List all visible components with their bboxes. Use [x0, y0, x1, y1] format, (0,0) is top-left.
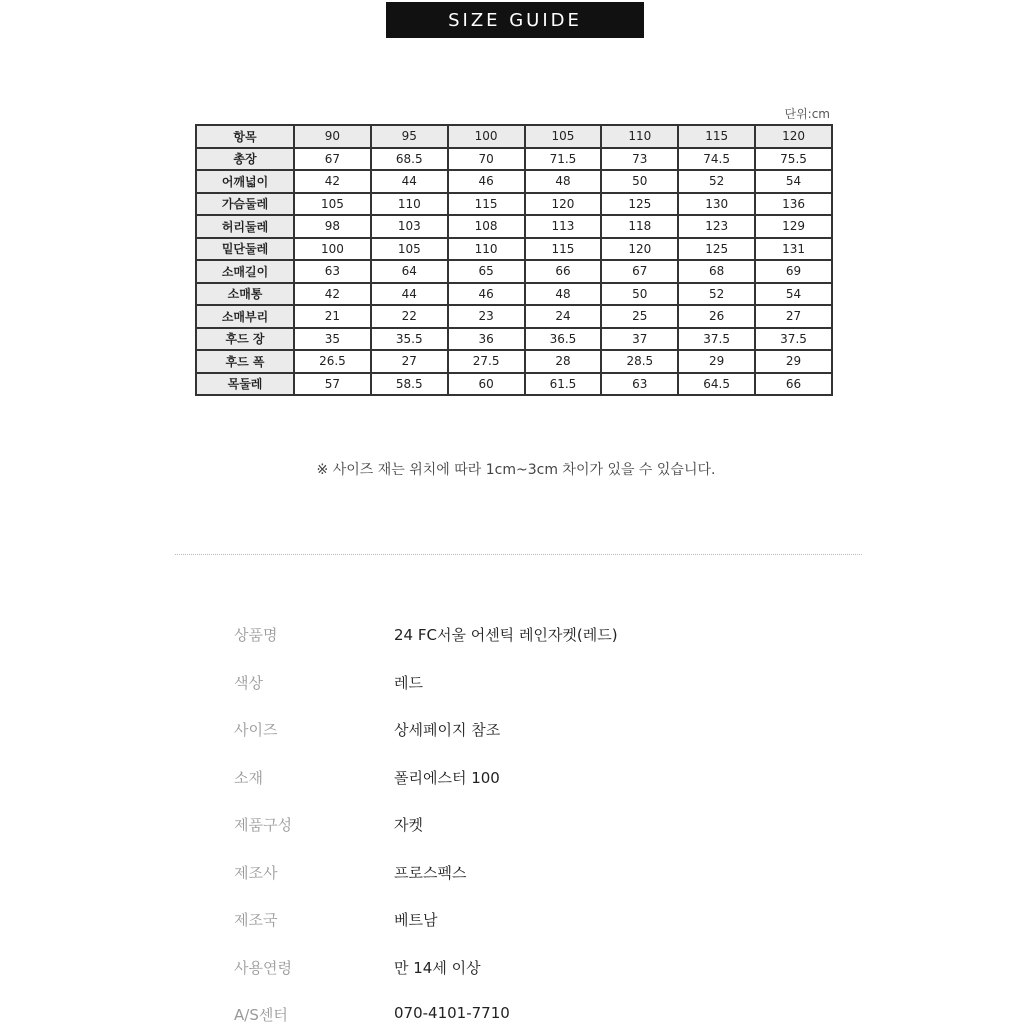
table-cell: 24 [525, 305, 602, 328]
table-cell: 50 [601, 170, 678, 193]
product-info-value: 상세페이지 참조 [394, 721, 501, 739]
table-cell: 26 [678, 305, 755, 328]
table-cell: 123 [678, 215, 755, 238]
table-cell: 27.5 [448, 350, 525, 373]
product-info-label: 사이즈 [234, 721, 278, 739]
table-row [196, 148, 832, 171]
table-cell: 57 [294, 373, 371, 396]
table-cell: 63 [294, 260, 371, 283]
table-cell: 42 [294, 170, 371, 193]
table-cell: 69 [755, 260, 832, 283]
table-cell: 35.5 [371, 328, 448, 351]
product-info-row [0, 767, 1026, 791]
table-cell: 37 [601, 328, 678, 351]
table-cell: 136 [755, 193, 832, 216]
product-info-value: 레드 [394, 673, 423, 692]
table-cell: 58.5 [371, 373, 448, 396]
table-cell: 125 [601, 193, 678, 216]
table-cell: 66 [755, 373, 832, 396]
table-cell: 61.5 [525, 373, 602, 396]
table-cell: 60 [448, 373, 525, 396]
table-cell: 67 [601, 260, 678, 283]
row-label: 후드 장 [196, 328, 294, 351]
measurement-note: ※ 사이즈 재는 위치에 따라 1cm~3cm 차이가 있을 수 있습니다. [316, 462, 716, 478]
size-table-body [196, 148, 832, 396]
table-cell: 48 [525, 170, 602, 193]
table-cell: 54 [755, 170, 832, 193]
column-header: 115 [678, 125, 755, 148]
table-cell: 54 [755, 283, 832, 306]
table-cell: 100 [294, 238, 371, 261]
product-info-label: A/S센터 [234, 1006, 288, 1024]
product-info-value: 만 14세 이상 [394, 958, 481, 977]
table-cell: 120 [601, 238, 678, 261]
table-cell: 64.5 [678, 373, 755, 396]
table-cell: 65 [448, 260, 525, 283]
table-cell: 29 [755, 350, 832, 373]
table-cell: 103 [371, 215, 448, 238]
table-cell: 44 [371, 170, 448, 193]
table-row [196, 373, 832, 396]
table-cell: 130 [678, 193, 755, 216]
table-row [196, 328, 832, 351]
table-cell: 71.5 [525, 148, 602, 171]
table-cell: 105 [371, 238, 448, 261]
table-cell: 66 [525, 260, 602, 283]
column-header: 105 [525, 125, 602, 148]
row-label: 총장 [196, 148, 294, 171]
table-cell: 108 [448, 215, 525, 238]
product-info-row [0, 672, 1026, 696]
table-cell: 74.5 [678, 148, 755, 171]
table-cell: 37.5 [755, 328, 832, 351]
product-info-label: 사용연령 [234, 958, 292, 977]
unit-label: 단위:cm [784, 107, 830, 121]
table-cell: 28.5 [601, 350, 678, 373]
table-row [196, 193, 832, 216]
row-label: 허리둘레 [196, 215, 294, 238]
table-row [196, 260, 832, 283]
table-cell: 115 [525, 238, 602, 261]
table-cell: 131 [755, 238, 832, 261]
table-cell: 26.5 [294, 350, 371, 373]
product-info-row [0, 719, 1026, 743]
table-cell: 105 [294, 193, 371, 216]
table-cell: 28 [525, 350, 602, 373]
row-label: 목둘레 [196, 373, 294, 396]
table-row [196, 305, 832, 328]
product-info-label: 상품명 [234, 626, 278, 644]
row-label: 후드 폭 [196, 350, 294, 373]
row-label: 소매통 [196, 283, 294, 306]
product-info-value: 24 FC서울 어센틱 레인자켓(레드) [394, 626, 618, 644]
table-cell: 110 [448, 238, 525, 261]
table-cell: 36.5 [525, 328, 602, 351]
row-label: 가슴둘레 [196, 193, 294, 216]
table-cell: 27 [755, 305, 832, 328]
product-info-label: 색상 [234, 673, 263, 692]
table-cell: 42 [294, 283, 371, 306]
column-header: 항목 [196, 125, 294, 148]
table-cell: 46 [448, 283, 525, 306]
table-row [196, 238, 832, 261]
row-label: 어깨넓이 [196, 170, 294, 193]
table-cell: 64 [371, 260, 448, 283]
product-info-label: 소재 [234, 768, 263, 787]
product-info-row [0, 909, 1026, 933]
table-cell: 63 [601, 373, 678, 396]
table-cell: 120 [525, 193, 602, 216]
table-cell: 70 [448, 148, 525, 171]
product-info-value: 베트남 [394, 911, 438, 929]
table-cell: 52 [678, 170, 755, 193]
product-info-label: 제조사 [234, 863, 278, 882]
table-cell: 115 [448, 193, 525, 216]
size-table [195, 124, 833, 396]
table-cell: 48 [525, 283, 602, 306]
column-header: 90 [294, 125, 371, 148]
product-info-value: 폴리에스터 100 [394, 768, 500, 787]
product-info-value: 자켓 [394, 816, 423, 834]
product-info-row [0, 1004, 1026, 1028]
product-info-row [0, 814, 1026, 838]
table-cell: 50 [601, 283, 678, 306]
table-cell: 68.5 [371, 148, 448, 171]
table-cell: 27 [371, 350, 448, 373]
table-cell: 23 [448, 305, 525, 328]
table-cell: 44 [371, 283, 448, 306]
product-info-row [0, 624, 1026, 648]
table-cell: 110 [371, 193, 448, 216]
table-cell: 21 [294, 305, 371, 328]
table-cell: 25 [601, 305, 678, 328]
product-info-row [0, 862, 1026, 886]
row-label: 밑단둘레 [196, 238, 294, 261]
column-header: 95 [371, 125, 448, 148]
table-cell: 68 [678, 260, 755, 283]
table-cell: 67 [294, 148, 371, 171]
column-header: 110 [601, 125, 678, 148]
table-cell: 37.5 [678, 328, 755, 351]
table-header-row [196, 125, 832, 148]
product-info-row [0, 957, 1026, 981]
row-label: 소매길이 [196, 260, 294, 283]
table-cell: 113 [525, 215, 602, 238]
table-cell: 22 [371, 305, 448, 328]
table-cell: 29 [678, 350, 755, 373]
product-info-value: 프로스펙스 [394, 863, 467, 882]
table-row [196, 350, 832, 373]
table-cell: 98 [294, 215, 371, 238]
column-header: 120 [755, 125, 832, 148]
table-cell: 75.5 [755, 148, 832, 171]
table-cell: 46 [448, 170, 525, 193]
table-cell: 129 [755, 215, 832, 238]
table-cell: 35 [294, 328, 371, 351]
product-info-label: 제조국 [234, 911, 278, 929]
table-cell: 118 [601, 215, 678, 238]
dotted-divider [175, 554, 862, 555]
table-cell: 125 [678, 238, 755, 261]
table-cell: 73 [601, 148, 678, 171]
table-row [196, 215, 832, 238]
table-row [196, 170, 832, 193]
table-row [196, 283, 832, 306]
table-cell: 36 [448, 328, 525, 351]
product-info-label: 제품구성 [234, 816, 292, 834]
column-header: 100 [448, 125, 525, 148]
product-info-value: 070-4101-7710 [394, 1004, 510, 1022]
size-guide-banner: SIZE GUIDE [386, 2, 644, 38]
row-label: 소매부리 [196, 305, 294, 328]
table-cell: 52 [678, 283, 755, 306]
